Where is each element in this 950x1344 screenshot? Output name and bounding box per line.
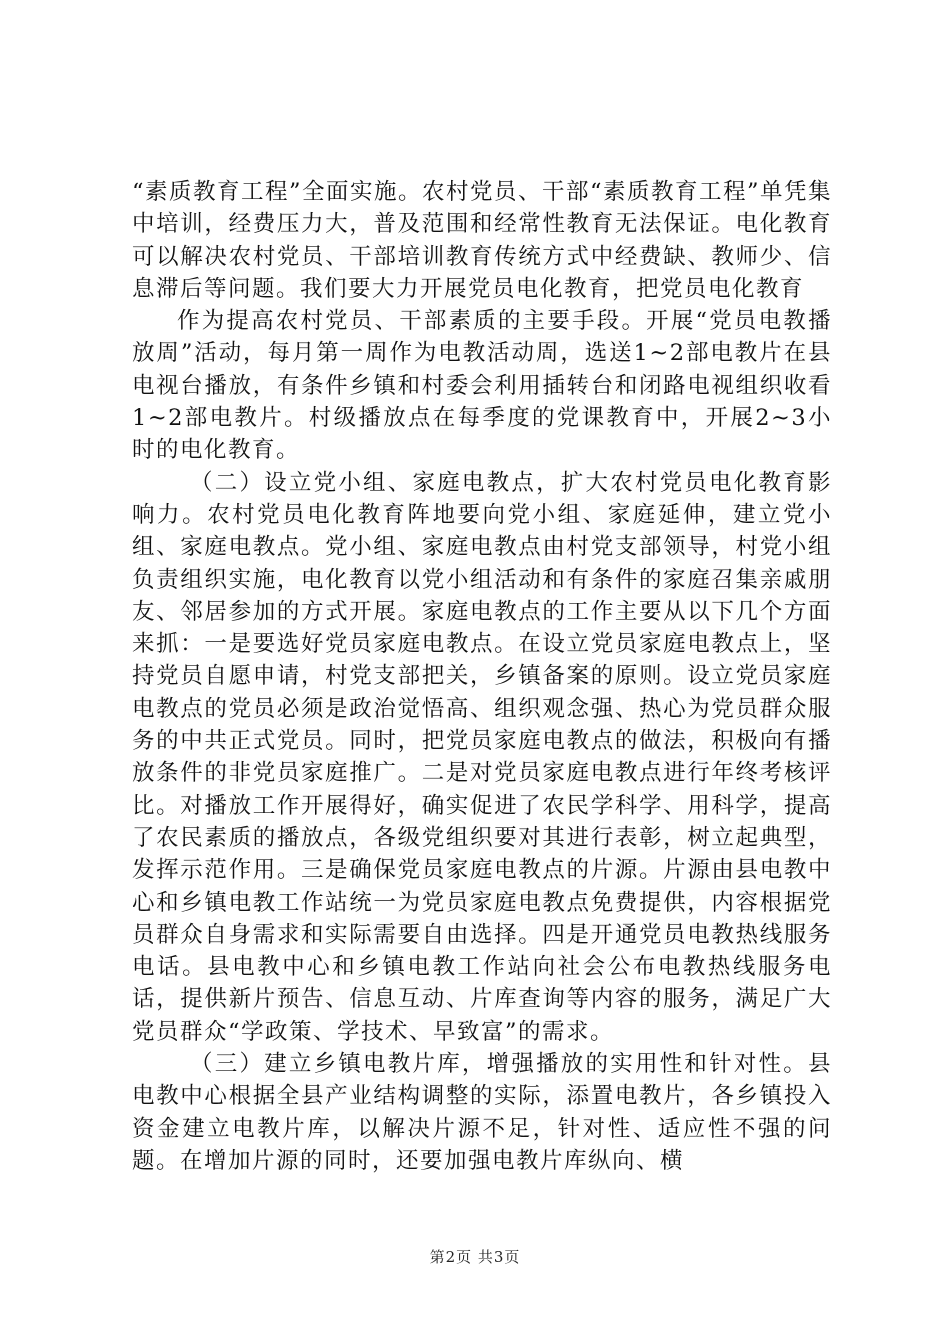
paragraph-section-two: （二）设立党小组、家庭电教点，扩大农村党员电化教育影响力。农村党员电化教育阵地要向党小组、家庭延伸，建立党小组、家庭电教点。党小组、家庭电教点由村党支部领导，村党小组负责组织实施，电化教育以党小组活动和有条件的家庭召集亲戚朋友、邻居参加的方式开展。家庭电教点的工作主要从以下几个方面来抓：一是要选好党员家庭电教点。在设立党员家庭电教点上，坚持党员自愿申请，村党支部把关，乡镇备案的原则。设立党员家庭电教点的党员必须是政治觉悟高、组织观念强、热心为党员群众服务的中共正式党员。同时，把党员家庭电教点的做法，积极向有播放条件的非党员家庭推广。二是对党员家庭电教点进行年终考核评比。对播放工作开展得好，确实促进了农民学科学、用科学，提高了农民素质的播放点，各级党组织要对其进行表彰，树立起典型，发挥示范作用。三是确保党员家庭电教点的片源。片源由县电教中心和乡镇电教工作站统一为党员家庭电教点免费提供，内容根据党员群众自身需求和实际需要自由选择。四是开通党员电教热线服务电话。县电教中心和乡镇电教工作站向社会公布电教热线服务电话，提供新片预告、信息互动、片库查询等内容的服务，满足广大党员群众“学政策、学技术、早致富”的需求。 [132, 469, 832, 1045]
paragraph-continuation: “素质教育工程”全面实施。农村党员、干部“素质教育工程”单凭集中培训，经费压力大，普及范围和经常性教育无法保证。电化教育可以解决农村党员、干部培训教育传统方式中经费缺、教师少、信息滞后等问题。我们要大力开展党员电化教育，把党员电化教育 [132, 179, 833, 302]
page-footer: 第2页 共3页 [429, 1248, 521, 1266]
paragraph-section-three: （三）建立乡镇电教片库，增强播放的实用性和针对性。县电教中心根据全县产业结构调整的实际，添置电教片，各乡镇投入资金建立电教片库，以解决片源不足，针对性、适应性不强的问题。在增加片源的同时，还要加强电教片库纵向、横 [132, 1051, 832, 1174]
paragraph-electronic-education-week: 作为提高农村党员、干部素质的主要手段。开展“党员电教播放周”活动，每月第一周作为电教活动周，选送1~2部电教片在县电视台播放，有条件乡镇和村委会利用插转台和闭路电视组织收看1~2部电教片。村级播放点在每季度的党课教育中，开展2~3小时的电化教育。 [132, 308, 832, 464]
document-body [132, 176, 832, 1177]
